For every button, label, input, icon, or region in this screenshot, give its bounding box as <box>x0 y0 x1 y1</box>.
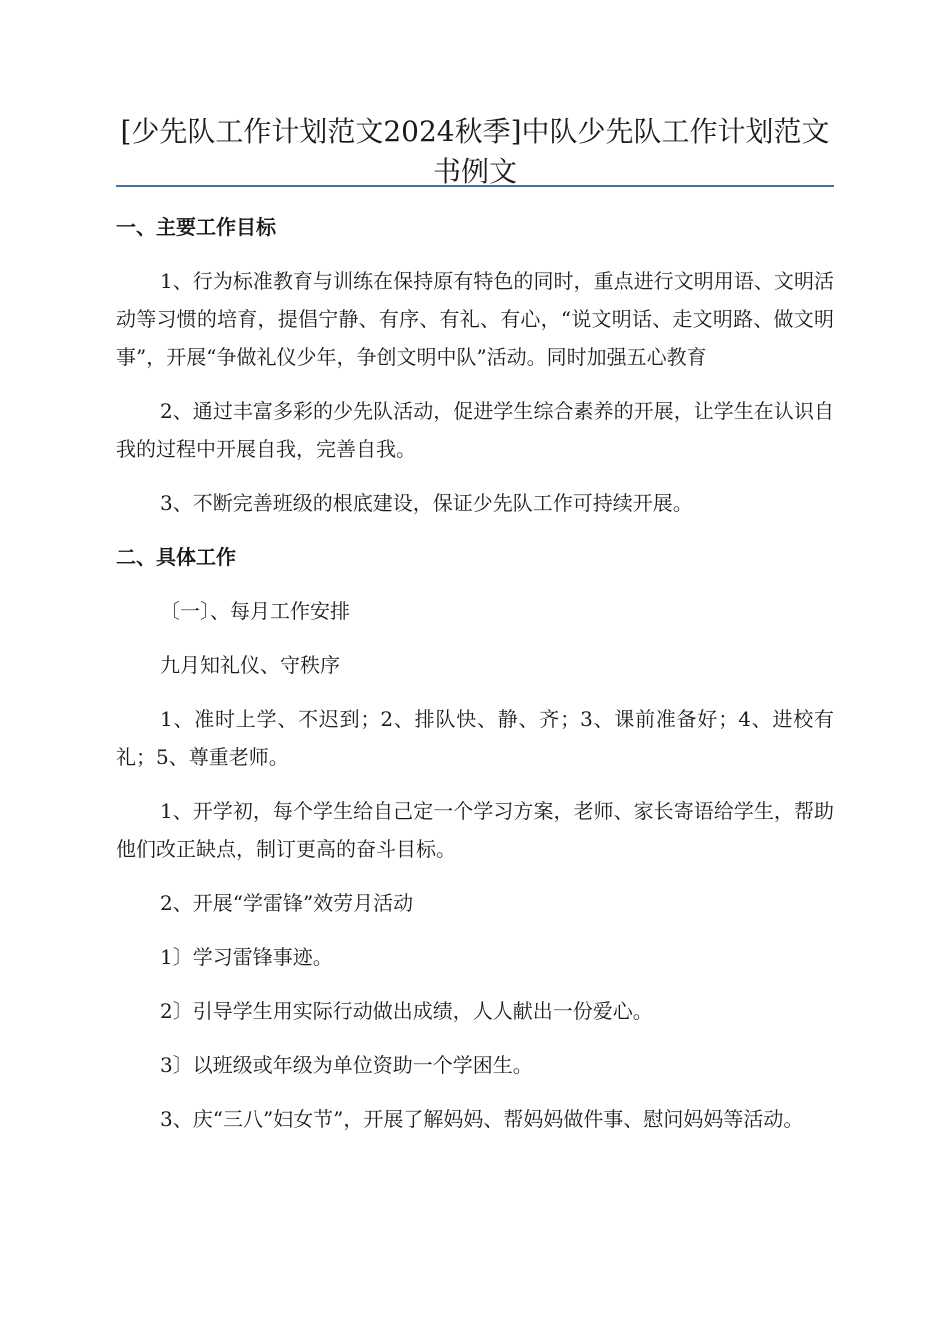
section-heading-goals: 一、主要工作目标 <box>116 215 276 239</box>
paragraph: 3、庆“三八”妇女节”，开展了解妈妈、帮妈妈做件事、慰问妈妈等活动。 <box>160 1107 804 1131</box>
section-heading-specific-work: 二、具体工作 <box>116 545 236 569</box>
title-divider <box>116 185 834 187</box>
paragraph: 2、通过丰富多彩的少先队活动，促进学生综合素养的开展，让学生在认识自我的过程中开展自我，完善自我。 <box>116 399 834 461</box>
list-item: 2〕引导学生用实际行动做出成绩，人人献出一份爱心。 <box>160 999 653 1023</box>
subheading-monthly-plan: 〔一〕、每月工作安排 <box>160 599 350 623</box>
paragraph: 3、不断完善班级的根底建设，保证少先队工作可持续开展。 <box>160 491 693 515</box>
paragraph: 1、开学初，每个学生给自己定一个学习方案，老师、家长寄语给学生，帮助他们改正缺点，制订更高的奋斗目标。 <box>116 799 834 861</box>
page-title: [少先队工作计划范文2024秋季]中队少先队工作计划范文书例文 <box>120 115 830 188</box>
paragraph: 1、行为标准教育与训练在保持原有特色的同时，重点进行文明用语、文明活动等习惯的培育，提倡宁静、有序、有礼、有心，“说文明话、走文明路、做文明事”，开展“争做礼仪少年，争创文明中队”活动。同时加强五心教育 <box>116 269 834 369</box>
document-body <box>116 208 834 1154</box>
paragraph: 九月知礼仪、守秩序 <box>160 653 340 677</box>
paragraph: 2、开展“学雷锋”效劳月活动 <box>160 891 414 915</box>
list-item: 3〕以班级或年级为单位资助一个学困生。 <box>160 1053 533 1077</box>
list-item: 1〕学习雷锋事迹。 <box>160 945 333 969</box>
paragraph: 1、准时上学、不迟到；2、排队快、静、齐；3、课前准备好；4、进校有礼；5、尊重老师。 <box>116 707 834 769</box>
title-block <box>116 112 834 192</box>
